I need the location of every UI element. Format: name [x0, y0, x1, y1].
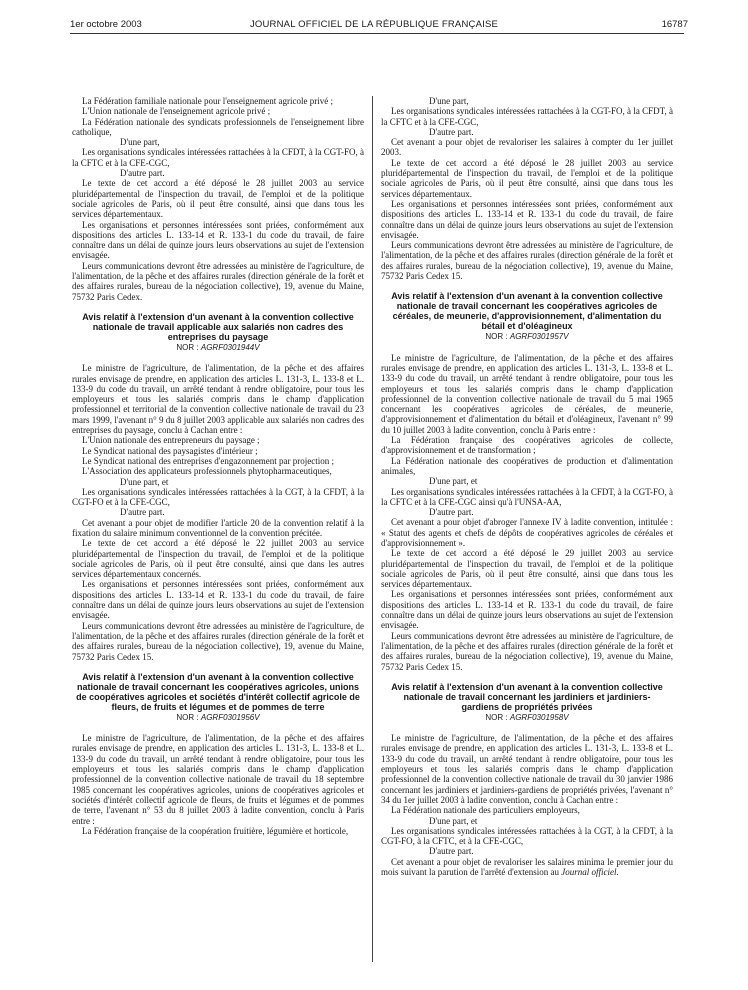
- paragraph: Cet avenant a pour objet de modifier l'article 20 de la convention relatif à la fixation du salaire minimum conventionnel de la convention précitée.: [72, 517, 364, 538]
- nor-code: AGRF0301956V: [200, 712, 260, 722]
- paragraph: Les organisations syndicales intéressées rattachées à la CFDT, à la CGT-FO, à la CFTC et à la CFE-CGC,: [72, 147, 364, 168]
- paragraph: D'une part, et: [429, 815, 478, 826]
- nor-label: NOR :: [485, 712, 508, 722]
- paragraph: La Fédération nationale des coopératives de production et d'alimentation animales,: [381, 455, 673, 476]
- paragraph: Le ministre de l'agriculture, de l'alimentation, de la pêche et des affaires rurales envisage de prendre, en application des articles L. 131-3, L. 133-8 et L. 133-9 du code du travail, un arrêté tendant à rendre obligatoire, pour tous les employeurs et tous les salariés compris dans le champ d'application professionnel de la convention collective nationale de travail du 18 septembre 1985 concernant les coopératives agricoles, unions de coopératives agricoles et sociétés d'intérêt collectif agricole de fleurs, de fruits et légumes et de pommes de terre, l'avenant n° 53 du 8 juillet 2003 à ladite convention, conclu à Paris entre :: [72, 733, 364, 826]
- nor-code: AGRF0301944V: [200, 342, 260, 352]
- paragraph: Le Syndicat national des entreprises d'engazonnement par projection ;: [82, 455, 335, 466]
- paragraph: La Fédération nationale des particuliers employeurs,: [391, 805, 580, 816]
- page-header: [0, 0, 748, 36]
- paragraph: D'autre part.: [429, 507, 474, 518]
- paragraph: Cet avenant a pour objet d'abroger l'annexe IV à ladite convention, intitulée : « Statut des agents et chefs de dépôts de coopératives agricoles de céréales et d'approvisionnement ».: [381, 517, 673, 548]
- paragraph: Le texte de cet accord a été déposé le 22 juillet 2003 au service pluridépartemental de l'inspection du travail, de l'emploi et de la politique sociale agricoles de Paris, où il peut être consulté, ainsi que dans les autres services départementaux concernés.: [72, 538, 364, 580]
- header-rule: [70, 33, 684, 34]
- paragraph: Les organisations et personnes intéressées sont priées, conformément aux dispositions des articles L. 133-14 et R. 133-1 du code du travail, de faire connaître dans un délai de quinze jours leurs observations au sujet de l'extension envisagée.: [72, 579, 364, 621]
- paragraph: Les organisations et personnes intéressées sont priées, conformément aux dispositions des articles L. 133-14 et R. 133-1 du code du travail, de faire connaître dans un délai de quinze jours leurs observations au sujet de l'extension envisagée.: [381, 198, 673, 240]
- nor-code: AGRF0301957V: [509, 332, 569, 342]
- paragraph: D'une part, et: [429, 476, 478, 487]
- paragraph: Les organisations syndicales intéressées rattachées à la CGT, à la CFDT, à la CGT-FO, à la CFTC, et à la CFE-CGC,: [381, 825, 673, 847]
- paragraph: Leurs communications devront être adressées au ministère de l'agriculture, de l'alimentation, de la pêche et des affaires rurales (direction générale de la forêt et des affaires rurales, bureau de la négociation collective), 19, avenue du Maine, 75732 Paris Cedex 15.: [381, 240, 673, 282]
- notice-heading: Avis relatif à l'extension d'un avenant à la convention collective nationale de travail concernant les coopératives agricoles de céréales, de meunerie, d'approvisionnement, d'alimentation du bétail et d'oléagineux: [391, 291, 663, 332]
- header-page-number: 16787: [661, 19, 688, 30]
- notice-heading: Avis relatif à l'extension d'un avenant à la convention collective nationale de travail applicable aux salariés non cadres des entreprises du paysage: [82, 311, 354, 342]
- paragraph: La Fédération française des coopératives agricoles de collecte, d'approvisionnement et de transformation ;: [381, 435, 673, 456]
- paragraph: Cet avenant a pour objet de revaloriser les salaires à compter du 1er juillet 2003.: [381, 137, 673, 158]
- paragraph: L'Association des applicateurs professionnels phytopharmaceutiques,: [82, 466, 332, 477]
- nor-reference: [72, 713, 364, 723]
- left-column: [72, 96, 364, 836]
- paragraph: Les organisations et personnes intéressées sont priées, conformément aux dispositions des articles L. 133-14 et R. 133-1 du code du travail, de faire connaître dans un délai de quinze jours leurs observations au sujet de l'extension envisagée.: [381, 589, 673, 631]
- column-divider: [372, 96, 373, 962]
- paragraph: L'Union nationale des entrepreneurs du paysage ;: [82, 435, 260, 446]
- paragraph: Leurs communications devront être adressées au ministère de l'agriculture, de l'alimentation, de la pêche et des affaires rurales (direction générale de la forêt et des affaires rurales, bureau de la négociation collective), 19, avenue du Maine, 75732 Paris Cedex 15.: [72, 620, 364, 662]
- header-journal-title: JOURNAL OFFICIEL DE LA RÉPUBLIQUE FRANÇAISE: [249, 19, 499, 30]
- nor-reference: [72, 343, 364, 353]
- header-date: 1er octobre 2003: [70, 19, 142, 30]
- notice-heading: Avis relatif à l'extension d'un avenant à la convention collective nationale de travail concernant les coopératives agricoles, unions de coopératives agricoles et sociétés d'intérêt collectif agricole de fleurs, de fruits et légumes et de pommes de terre: [76, 671, 360, 712]
- paragraph: Le texte de cet accord a été déposé le 29 juillet 2003 au service pluridépartemental de l'inspection du travail, de l'emploi et de la politique sociale agricoles de Paris, où il peut être consulté, ainsi que dans tous les services départementaux.: [381, 548, 673, 590]
- paragraph: [381, 857, 673, 878]
- paragraph: D'autre part.: [120, 168, 165, 179]
- nor-label: NOR :: [176, 342, 199, 352]
- nor-reference: [381, 332, 673, 342]
- journal-officiel-italic: Journal officiel.: [561, 867, 619, 877]
- paragraph: Le Syndicat national des paysagistes d'intérieur ;: [82, 445, 258, 456]
- paragraph: Le ministre de l'agriculture, de l'alimentation, de la pêche et des affaires rurales envisage de prendre, en application des articles L. 131-3, L. 133-8 et L. 133-9 du code du travail, un arrêté tendant à rendre obligatoire, pour tous les employeurs et tous les salariés compris dans le champ d'application professionnel et territorial de la convention collective nationale de travail du 23 mars 1999, l'avenant n° 9 du 8 juillet 2003 applicable aux salariés non cadres des entreprises du paysage, conclu à Cachan entre :: [72, 363, 364, 436]
- paragraph: La Fédération familiale nationale pour l'enseignement agricole privé ;: [82, 96, 334, 106]
- paragraph: Les organisations syndicales intéressées rattachées à la CFDT, à la CGT-FO, à la CFTC et à la CFE-CGC ainsi qu'à l'UNSA-AA,: [381, 486, 673, 507]
- nor-reference: [381, 713, 673, 723]
- paragraph: D'autre part.: [429, 846, 474, 857]
- paragraph-text: Cet avenant a pour objet de revaloriser les salaires minima le premier jour du mois suivant la parution de l'arrêté d'extension au: [381, 856, 673, 877]
- paragraph: Leurs communications devront être adressées au ministère de l'agriculture, de l'alimentation, de la pêche et des affaires rurales (direction générale de la forêt et des affaires rurales, bureau de la négociation collective), 19, avenue du Maine, 75732 Paris Cedex.: [72, 260, 364, 302]
- paragraph: La Fédération nationale des syndicats professionnels de l'enseignement libre catholique,: [72, 116, 364, 137]
- paragraph: L'Union nationale de l'enseignement agricole privé ;: [82, 106, 271, 117]
- paragraph: Le ministre de l'agriculture, de l'alimentation, de la pêche et des affaires rurales envisage de prendre, en application des articles L. 131-3, L. 133-8 et L. 133-9 du code du travail, un arrêté tendant à rendre obligatoire, pour tous les employeurs et tous les salariés compris dans le champ d'application professionnel de la convention collective nationale de travail du 30 janvier 1986 concernant les jardiniers et jardiniers-gardiens de propriétés privées, l'avenant n° 34 du 1er juillet 2003 à ladite convention, conclu à Cachan entre :: [381, 733, 673, 805]
- paragraph: Les organisations syndicales intéressées rattachées à la CGT, à la CFDT, à la CGT-FO et à la CFE-CGC,: [72, 486, 364, 508]
- paragraph: D'une part,: [120, 137, 160, 148]
- right-column: [381, 96, 673, 877]
- nor-code: AGRF0301958V: [509, 712, 569, 722]
- paragraph: Le ministre de l'agriculture, de l'alimentation, de la pêche et des affaires rurales envisage de prendre, en application des articles L. 131-3, L. 133-8 et L. 133-9 du code du travail, un arrêté tendant à rendre obligatoire, pour tous les employeurs et tous les salariés compris dans le champ d'application professionnel de la convention collective nationale de travail du 5 mai 1965 concernant les coopératives agricoles de céréales, de meunerie, d'approvisionnement et d'alimentation du bétail et d'oléagineux, l'avenant n° 99 du 10 juillet 2003 à ladite convention, conclu à Paris entre :: [381, 352, 673, 435]
- nor-label: NOR :: [176, 712, 199, 722]
- paragraph: Leurs communications devront être adressées au ministère de l'agriculture, de l'alimentation, de la pêche et des affaires rurales (direction générale de la forêt et des affaires rurales, bureau de la négociation collective), 19, avenue du Maine, 75732 Paris Cedex 15.: [381, 630, 673, 672]
- paragraph: D'une part,: [429, 96, 469, 106]
- paragraph: Les organisations syndicales intéressées rattachées à la CGT-FO, à la CFDT, à la CFTC et à la CFE-CGC,: [381, 106, 673, 127]
- paragraph: Les organisations et personnes intéressées sont priées, conformément aux dispositions des articles L. 133-14 et R. 133-1 du code du travail, de faire connaître dans un délai de quinze jours leurs observations au sujet de l'extension envisagée.: [72, 219, 364, 261]
- paragraph: D'une part, et: [120, 476, 169, 487]
- paragraph: D'autre part.: [120, 507, 165, 518]
- paragraph: La Fédération française de la coopération fruitière, légumière et horticole,: [82, 825, 349, 836]
- paragraph: D'autre part.: [429, 126, 474, 137]
- paragraph: Le texte de cet accord a été déposé le 28 juillet 2003 au service pluridépartemental de l'inspection du travail, de l'emploi et de la politique sociale agricoles de Paris, où il peut être consulté, ainsi que dans tous les services départementaux.: [381, 157, 673, 199]
- notice-heading: Avis relatif à l'extension d'un avenant à la convention collective nationale de travail concernant les jardiniers et jardiniers-gardiens de propriétés privées: [391, 681, 663, 712]
- nor-label: NOR :: [485, 332, 508, 342]
- paragraph: Le texte de cet accord a été déposé le 28 juillet 2003 au service pluridépartemental de l'inspection du travail, de l'emploi et de la politique sociale agricoles de Paris, où il peut être consulté, ainsi que dans tous les services départementaux.: [72, 178, 364, 220]
